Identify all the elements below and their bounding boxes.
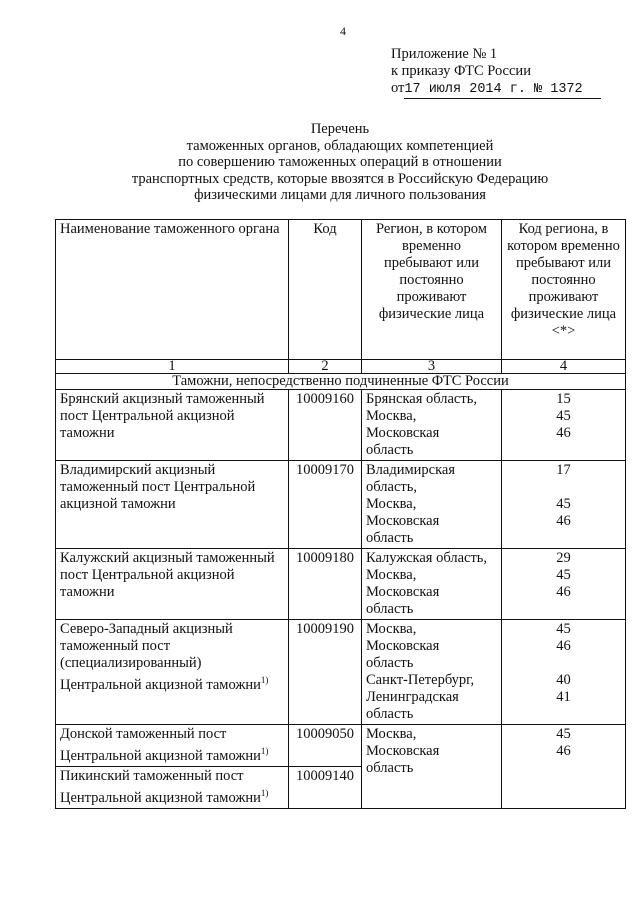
appendix-date-prefix: от <box>391 80 405 96</box>
appendix-line1: Приложение № 1 <box>391 46 498 62</box>
row-code: 10009170 <box>289 461 362 549</box>
row-region-line: Москва, <box>366 496 417 512</box>
appendix-line3 <box>391 80 601 99</box>
row-name-text: Пикинский таможенный пост Центральной акцизной таможни <box>60 767 261 806</box>
row-region <box>362 549 502 620</box>
title-line3: по совершению таможенных операций в отношении <box>178 154 502 170</box>
row-region-line: Москва, <box>366 726 417 742</box>
row-region-code-line: 46 <box>556 743 571 759</box>
row-region-code-line <box>506 479 621 496</box>
page-number: 4 <box>340 24 346 38</box>
row-code: 10009160 <box>289 390 362 461</box>
row-region-line: Москва, <box>366 408 417 424</box>
title-line2: таможенных органов, обладающих компетенцией <box>186 137 494 154</box>
col-number: 2 <box>289 360 362 374</box>
row-code: 10009190 <box>289 620 362 725</box>
row-region-code <box>502 725 626 809</box>
row-region-line: область <box>366 530 414 546</box>
row-region-line: Московская <box>366 425 440 441</box>
row-region-line: Москва, <box>366 567 417 583</box>
row-region-code-line: 46 <box>556 425 571 441</box>
row-name <box>56 620 289 725</box>
row-code: 10009050 <box>289 725 362 767</box>
row-region-code-line: 15 <box>556 391 571 407</box>
row-region-code <box>502 620 626 725</box>
table-row <box>56 725 626 767</box>
appendix-block <box>391 46 601 99</box>
row-region-code-line <box>506 655 621 672</box>
row-region-code-line <box>506 601 621 618</box>
row-region-code-line: 17 <box>556 462 571 478</box>
row-region-code-line: 46 <box>556 513 571 529</box>
title-line4: транспортных средств, которые ввозятся в Российскую Федерацию <box>131 170 549 187</box>
row-name-text: Владимирский акцизный таможенный пост Центральной акцизной таможни <box>60 462 256 512</box>
row-region-line: Владимирская <box>366 462 456 478</box>
row-name-text: Донской таможенный пост Центральной акцизной таможни <box>60 726 261 764</box>
col-number: 1 <box>56 360 289 374</box>
row-region-code <box>502 390 626 461</box>
header-name: Наименование таможенного органа <box>56 220 289 360</box>
header-region-code: Код региона, в котором временно пребывают или постоянно проживают физические лица <*> <box>502 220 626 360</box>
row-region-code-line: 29 <box>556 550 571 566</box>
row-region-line: область <box>366 706 414 722</box>
row-region-code-line: 45 <box>556 408 571 424</box>
row-region-line: область <box>366 760 414 776</box>
row-region-code-line: 45 <box>556 621 571 637</box>
row-region-code-line: 46 <box>556 638 571 654</box>
row-region-code-line <box>506 760 621 777</box>
row-region-line: Московская <box>366 513 440 529</box>
footnote-mark: 1) <box>260 746 269 756</box>
appendix-line2: к приказу ФТС России <box>391 63 531 79</box>
row-region-code-line: 45 <box>556 726 571 742</box>
row-region-code-line: 45 <box>556 496 571 512</box>
table-row <box>56 390 626 461</box>
column-number-row <box>56 360 626 374</box>
row-region-line: область <box>366 442 414 458</box>
customs-table <box>55 219 626 809</box>
col-number: 4 <box>502 360 626 374</box>
title-line5: физическими лицами для личного пользования <box>194 187 486 203</box>
row-region-line: Московская <box>366 743 440 759</box>
col-number: 3 <box>362 360 502 374</box>
table-row <box>56 549 626 620</box>
row-region-code-line <box>506 706 621 723</box>
row-name <box>56 766 289 808</box>
row-code: 10009180 <box>289 549 362 620</box>
row-region-code-line: 41 <box>556 689 571 705</box>
row-region-line: Московская <box>366 638 440 654</box>
row-region-line: Московская <box>366 584 440 600</box>
row-region-line: область <box>366 655 414 671</box>
table-body <box>56 390 626 809</box>
row-code: 10009140 <box>289 766 362 808</box>
row-region <box>362 390 502 461</box>
row-region-line: Калужская область, <box>366 550 488 566</box>
row-region-line: Санкт-Петербург, <box>366 672 475 688</box>
row-name <box>56 549 289 620</box>
section-title: Таможни, непосредственно подчиненные ФТС России <box>56 374 626 390</box>
table-row <box>56 461 626 549</box>
row-region <box>362 461 502 549</box>
row-region-code-line: 40 <box>556 672 571 688</box>
row-name-text: Брянский акцизный таможенный пост Центральной акцизной таможни <box>60 391 265 441</box>
row-name-text: Северо-Западный акцизный таможенный пост (специализированный) Центральной акцизной таможни <box>60 621 261 693</box>
row-region-code-line: 46 <box>556 584 571 600</box>
document-title <box>60 121 620 204</box>
title-line1: Перечень <box>310 121 370 137</box>
row-name-text: Калужский акцизный таможенный пост Центральной акцизной таможни <box>60 550 275 600</box>
row-name <box>56 390 289 461</box>
footnote-mark: 1) <box>260 787 269 798</box>
row-region-code-line: 45 <box>556 567 571 583</box>
appendix-date: 17 июля 2014 г. № 1372 <box>404 81 600 99</box>
header-row <box>56 220 626 360</box>
table-row <box>56 620 626 725</box>
header-code: Код <box>289 220 362 360</box>
row-region <box>362 725 502 809</box>
row-region-code <box>502 461 626 549</box>
row-region-line: Москва, <box>366 621 417 637</box>
section-row <box>56 374 626 390</box>
footnote-mark: 1) <box>260 675 269 685</box>
header-region: Регион, в котором временно пребывают или постоянно проживают физические лица <box>362 220 502 360</box>
row-region-code-line <box>506 442 621 459</box>
row-name <box>56 725 289 767</box>
row-region <box>362 620 502 725</box>
row-region-code-line <box>506 530 621 547</box>
row-region-line: область, <box>366 479 417 495</box>
row-region-line: Ленинградская <box>366 689 459 705</box>
row-region-code <box>502 549 626 620</box>
row-region-line: Брянская область, <box>366 391 477 407</box>
row-name <box>56 461 289 549</box>
row-region-line: область <box>366 601 414 617</box>
